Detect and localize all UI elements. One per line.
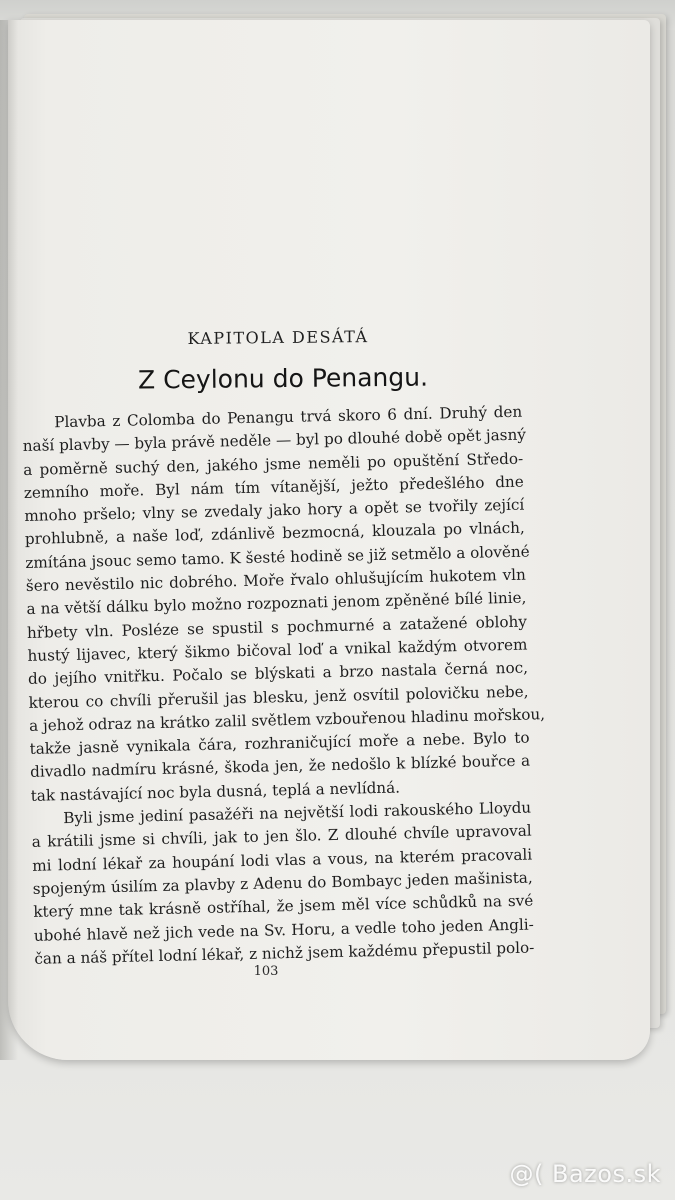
watermark: @( Bazos.sk [509, 1160, 661, 1188]
chapter-title: Z Ceylonu do Penangu. [137, 362, 429, 395]
text-line: mi lodní lékař za houpání lodi vlas a vous, na kterém pracovali [32, 845, 533, 875]
text-line: zmítána jsouc semo tamo. K šesté hodině se již setmělo a olověné [25, 542, 530, 572]
page-number: 103 [253, 964, 279, 979]
text-line: Byli jsme jediní pasažéři na největší lodi rakouského Lloydu [63, 798, 532, 828]
chapter-label: KAPITOLA DESÁTÁ [187, 327, 369, 348]
text-line: kterou co chvíli přerušil jas blesku, jenž osvítil polovičku nebe, [28, 682, 529, 712]
text-line: divadlo nadmíru krásné, škoda jen, že nedošlo k blízké bouřce a [29, 752, 531, 782]
text-line: Plavba z Colomba do Penangu trvá skoro 6 dní. Druhý den [54, 402, 523, 432]
book-page [8, 20, 650, 1060]
text-line: mnoho pršelo; vlny se zvedaly jako hory a opět se tvořily zející [24, 495, 525, 526]
text-line: šero nevěstilo nic dobrého. Moře řvalo ohlušujícím hukotem vln [25, 565, 527, 596]
text-line: tak nastávající noc byla dusná, teplá a nevlídná. [30, 778, 401, 805]
page-gutter-shadow [0, 20, 18, 1060]
text-line: čan a náš přítel lodní lékař, z nichž jsem každému přepustil polo- [34, 938, 535, 968]
text-line: hustý lijavec, který šikmo bičoval loď a vnikal každým otvorem [27, 635, 528, 665]
text-line: do jejího vnitřku. Počalo se blýskati a brzo nastala černá noc, [27, 658, 529, 689]
text-line: naší plavby — byla právě neděle — byl po dlouhé době opět jasný [22, 425, 527, 456]
text-line: hřbety vln. Posléze se spustil s pochmurné a zatažené oblohy [26, 612, 528, 642]
text-line: a poměrně suchý den, jakého jsme neměli po opuštění Středo- [23, 449, 524, 479]
text-line: který mne tak krásně ostříhal, že jsem měl více schůdků na své [33, 891, 534, 922]
text-line: zemního moře. Byl nám tím vítanější, ježto předešlého dne [23, 472, 524, 502]
text-line: ubohé hlavě než jich vede na Sv. Horu, a vedle toho jeden Angli- [33, 915, 534, 945]
text-line: a na větší dálku bylo možno rozpoznati jenom zpěněné bílé linie, [26, 588, 527, 619]
body-text [22, 401, 546, 971]
text-line: spojeným úsilím za plavby z Adenu do Bombayc jeden mašinista, [32, 868, 533, 898]
text-line: a jehož odraz na krátko zalil světlem vzbouřenou hladinu mořskou, [28, 705, 546, 735]
text-line: takže jasně vynikala čára, rozhraničující moře a nebe. Bylo to [29, 728, 530, 759]
text-line: prohlubně, a naše loď, zdánlivě bezmocná, klouzala po vlnách, [24, 519, 525, 549]
text-line: a krátili jsme si chvíli, jak to jen šlo. Z dlouhé chvíle upravoval [31, 821, 532, 852]
